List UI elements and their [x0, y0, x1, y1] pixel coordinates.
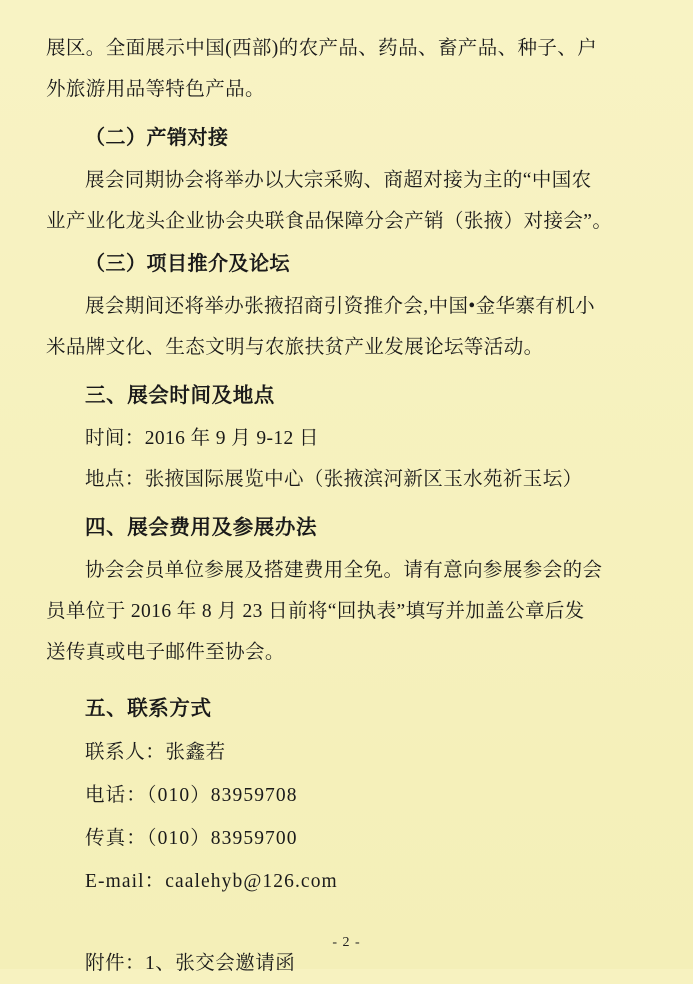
section-heading-four: 四、展会费用及参展办法 — [85, 517, 318, 539]
section-heading-2: （二）产销对接 — [85, 127, 229, 149]
contact-fax: 传真：（010）83959700 — [85, 828, 298, 849]
section-heading-3: （三）项目推介及论坛 — [85, 253, 290, 275]
paragraph-line: 展会期间还将举办张掖招商引资推介会,中国•金华寨有机小 — [85, 296, 596, 317]
paragraph-line: 业产业化龙头企业协会央联食品保障分会产销（张掖）对接会”。 — [46, 211, 613, 232]
paragraph-line: 送传真或电子邮件至协会。 — [46, 642, 285, 663]
section-fees — [46, 506, 647, 673]
paragraph-line: 协会会员单位参展及搭建费用全免。请有意向参展参会的会 — [85, 560, 603, 581]
section-time-and-place — [46, 374, 647, 500]
paragraph-continuation — [46, 28, 647, 110]
contact-telephone: 电话：（010）83959708 — [85, 785, 298, 806]
contact-person: 联系人：张鑫若 — [85, 742, 226, 763]
paragraph-line: 米品牌文化、生态文明与农旅扶贫产业发展论坛等活动。 — [46, 337, 544, 358]
paragraph-line: 展会同期协会将举办以大宗采购、商超对接为主的“中国农 — [85, 170, 592, 191]
section-production-sales — [46, 116, 647, 242]
section-project-promotion — [46, 242, 647, 368]
page-number: - 2 - — [332, 935, 361, 950]
exhibition-time: 时间：2016 年 9 月 9-12 日 — [85, 428, 319, 449]
paragraph-line: 展区。全面展示中国(西部)的农产品、药品、畜产品、种子、户 — [46, 38, 598, 59]
exhibition-place: 地点：张掖国际展览中心（张掖滨河新区玉水苑祈玉坛） — [85, 469, 583, 490]
contact-email: E-mail：caalehyb@126.com — [85, 871, 338, 892]
paragraph-line: 外旅游用品等特色产品。 — [46, 79, 265, 100]
section-heading-three: 三、展会时间及地点 — [85, 385, 275, 407]
spacer — [46, 673, 647, 687]
paragraph-line: 员单位于 2016 年 8 月 23 日前将“回执表”填写并加盖公章后发 — [46, 601, 585, 622]
section-heading-five: 五、联系方式 — [85, 698, 212, 720]
attachment-list: 附件：1、张交会邀请函 — [85, 953, 296, 974]
section-contact — [46, 687, 647, 903]
